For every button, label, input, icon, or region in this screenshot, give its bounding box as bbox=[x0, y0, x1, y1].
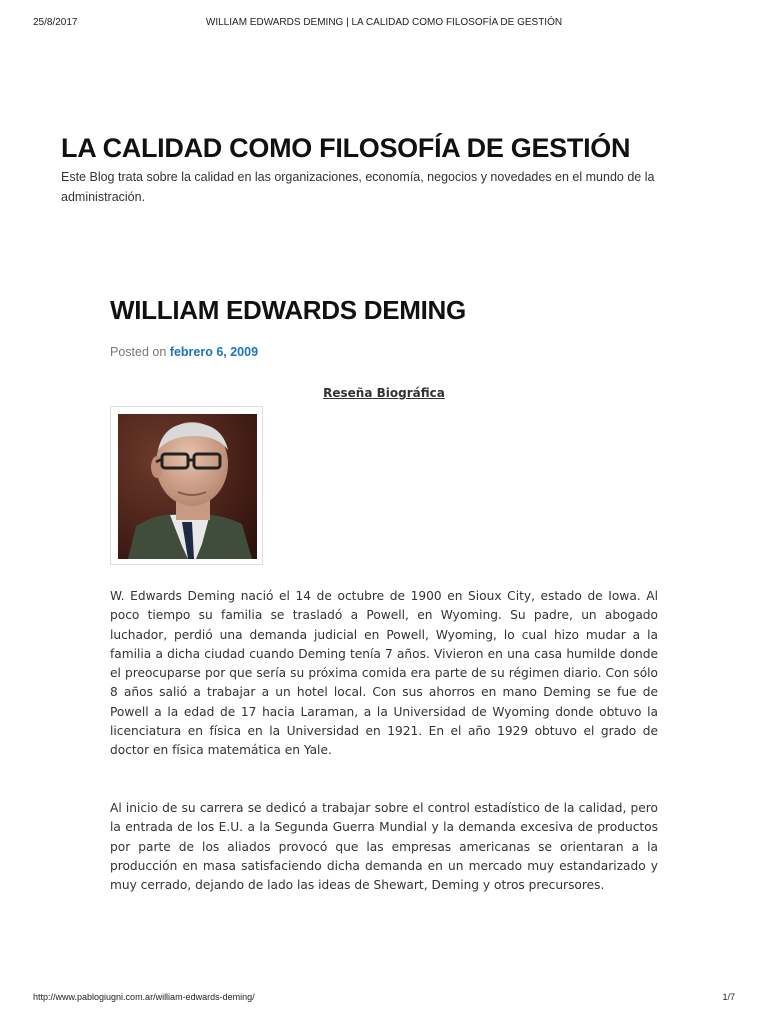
post-paragraph: Al inicio de su carrera se dedicó a trabajar sobre el control estadístico de la calidad, pero la entrada de los E.U. a la Segunda Guerra Mundial y la demanda excesiva de productos por parte de los aliados provocó que las empresas americanas se orientaran a la producción en masa satisfaciendo dicha demanda en un mercado muy estandarizado y muy cerrado, dejando de lado las ideas de Shewart, Deming y otros precursores. bbox=[110, 801, 658, 893]
blog-title[interactable]: LA CALIDAD COMO FILOSOFÍA DE GESTIÓN bbox=[61, 133, 631, 163]
posted-on-label: Posted on bbox=[110, 345, 167, 359]
post-title[interactable]: WILLIAM EDWARDS DEMING bbox=[110, 295, 466, 325]
portrait-image bbox=[118, 414, 257, 559]
blog-description: Este Blog trata sobre la calidad en las organizaciones, economía, negocios y novedades en el mundo de la administración. bbox=[61, 170, 655, 204]
print-date: 25/8/2017 bbox=[33, 17, 78, 28]
post-date-link[interactable]: febrero 6, 2009 bbox=[169, 345, 259, 359]
post-paragraph: W. Edwards Deming nació el 14 de octubre de 1900 en Sioux City, estado de Iowa. Al poco tiempo su familia se trasladó a Powell, en Wyoming. Su padre, un abogado luchador, perdió una demanda judicial en Powell, Wyoming, lo cual hizo mudar a la familia a dicha ciudad cuando Deming tenía 7 años. Vivieron en una casa humilde donde el preocuparse por que sería su próxima comida era parte de su régimen diario. Con sólo 8 años salió a trabajar a un hotel local. Con sus ahorros en mano Deming se fue de Powell a la edad de 17 hacia Laraman, a la Universidad de Wyoming donde obtuvo la licenciatura en física en la Universidad en 1921. En el año 1929 obtuvo el grado de doctor en física matemática en Yale. bbox=[110, 589, 658, 758]
post-subtitle bbox=[110, 386, 658, 400]
print-url: http://www.pablogiugni.com.ar/william-edwards-deming/ bbox=[33, 992, 255, 1002]
post-subtitle-text: Reseña Biográfica bbox=[323, 386, 445, 400]
print-title: WILLIAM EDWARDS DEMING | LA CALIDAD COMO FILOSOFÍA DE GESTIÓN bbox=[205, 17, 563, 28]
page-number: 1/7 bbox=[722, 992, 735, 1002]
post-meta bbox=[110, 345, 258, 359]
portrait-photo bbox=[110, 406, 263, 565]
